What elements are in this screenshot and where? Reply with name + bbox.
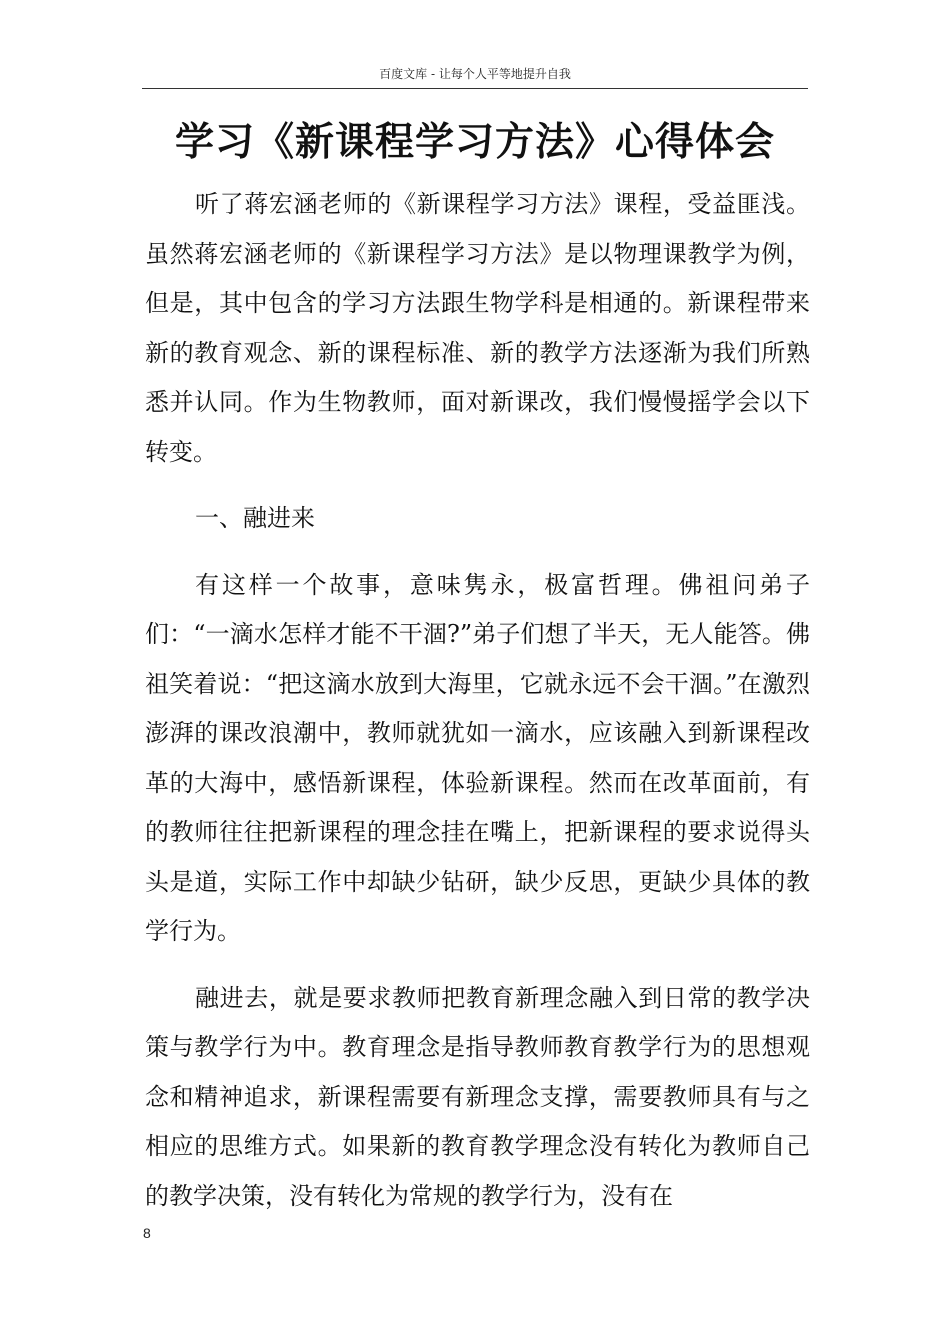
header-text: 百度文库 - 让每个人平等地提升自我 [379,67,571,81]
paragraph-integration: 融进去，就是要求教师把教育新理念融入到日常的教学决策与教学行为中。教育理念是指导教师教育教学行为的思想观念和精神追求，新课程需要有新理念支撑，需要教师具有与之相应的思维方式。如果新的教育教学理念没有转化为教师自己的教学决策，没有转化为常规的教学行为，没有在 [145,983,810,1210]
paragraph-story: 有这样一个故事，意味隽永，极富哲理。佛祖问弟子们：“一滴水怎样才能不干涸?”弟子们想了半天，无人能答。佛祖笑着说：“把这滴水放到大海里，它就永远不会干涸。”在激烈澎湃的课改浪潮中，教师就犹如一滴水，应该融入到新课程改革的大海中，感悟新课程，体验新课程。然而在改革面前，有的教师往往把新课程的理念挂在嘴上，把新课程的要求说得头头是道，实际工作中却缺少钻研，缺少反思，更缺少具体的教学行为。 [145,570,810,945]
document-body [145,180,810,1238]
document-title: 学习《新课程学习方法》心得体会 [174,119,775,165]
paragraph-intro: 听了蒋宏涵老师的《新课程学习方法》课程，受益匪浅。虽然蒋宏涵老师的《新课程学习方法》是以物理课教学为例，但是，其中包含的学习方法跟生物学科是相通的。新课程带来新的教育观念、新的课程标准、新的教学方法逐渐为我们所熟悉并认同。作为生物教师，面对新课改，我们慢慢摇学会以下转变。 [145,190,810,466]
section-heading: 一、融进来 [195,504,315,532]
page-header [142,64,808,89]
page-number: 8 [143,1225,151,1241]
